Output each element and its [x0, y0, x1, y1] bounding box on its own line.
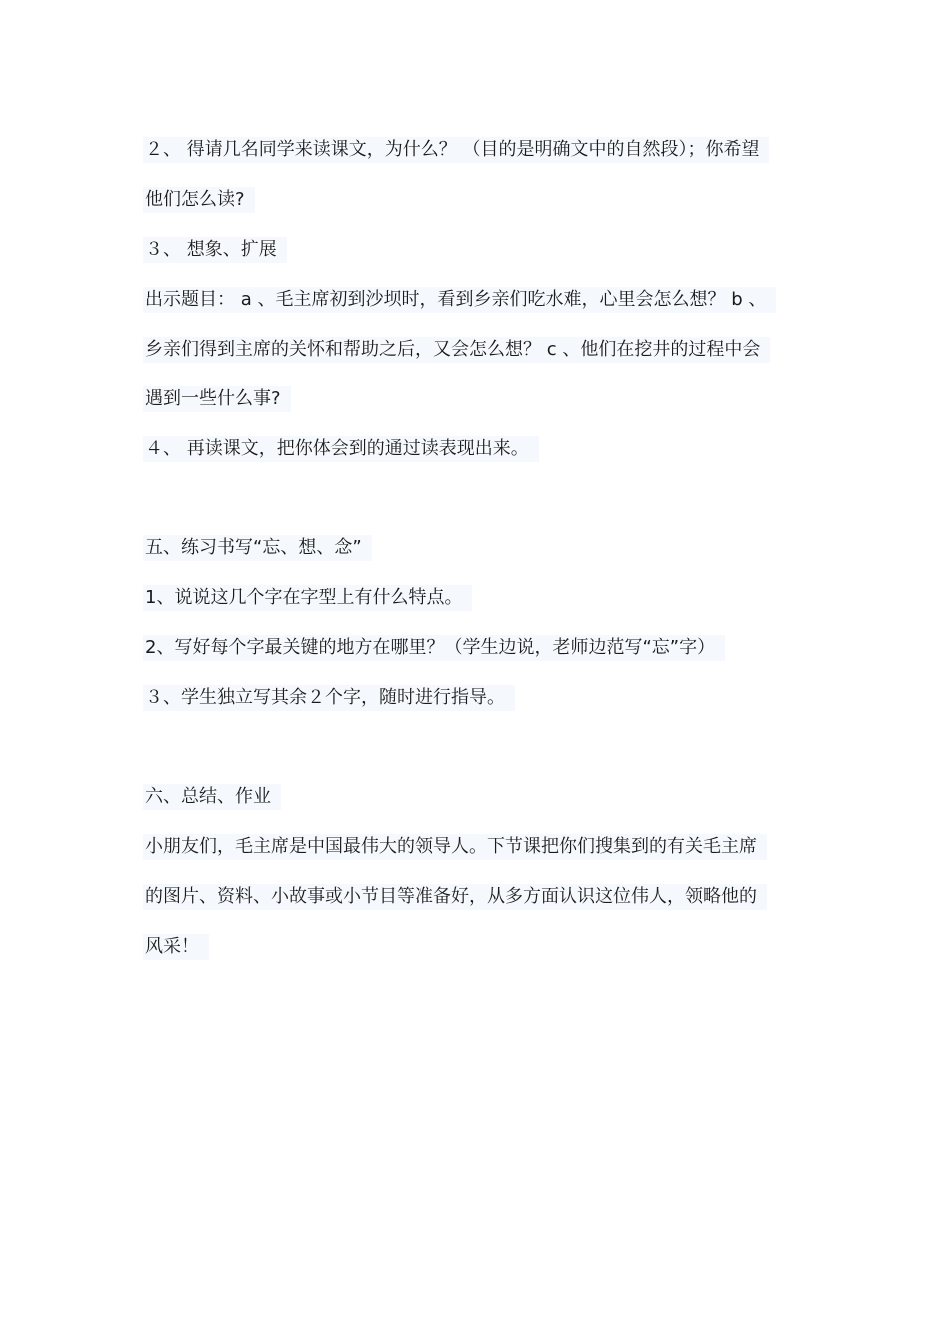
- section-6-text-line-2: [143, 884, 767, 910]
- item-3-text-line-1-text: 出示题目： a 、毛主席初到沙坝时，看到乡亲们吃水难，心里会怎么想？ b 、: [143, 287, 776, 313]
- section-6-text-line-1: [143, 834, 767, 860]
- item-2-line-2: [143, 187, 255, 213]
- section-6-text-line-3-text: 风采！: [143, 934, 209, 960]
- item-2-line-1-text: ２、 得请几名同学来读课文，为什么？ （目的是明确文中的自然段）；你希望: [143, 137, 769, 163]
- item-2-line-1: [143, 137, 769, 163]
- item-3-text-line-1: [143, 287, 776, 313]
- section-6-text-line-1-text: 小朋友们，毛主席是中国最伟大的领导人。下节课把你们搜集到的有关毛主席: [143, 834, 767, 860]
- section-5-heading-text: 五、练习书写“忘、想、念”: [143, 535, 372, 561]
- section-6-text-line-2-text: 的图片、资料、小故事或小节目等准备好，从多方面认识这位伟人，领略他的: [143, 884, 767, 910]
- section-5-item-2: [143, 635, 725, 661]
- section-5-item-1-text: 1、说说这几个字在字型上有什么特点。: [143, 585, 472, 611]
- section-5-heading: [143, 535, 372, 561]
- item-3-heading: [143, 237, 287, 263]
- item-3-text-line-3: [143, 386, 291, 412]
- section-6-text-line-3: [143, 934, 209, 960]
- item-4: [143, 436, 539, 462]
- section-5-item-1: [143, 585, 472, 611]
- section-5-item-3-text: ３、学生独立写其余２个字，随时进行指导。: [143, 685, 515, 711]
- section-5-item-2-text: 2、写好每个字最关键的地方在哪里？（学生边说，老师边范写“忘”字）: [143, 635, 725, 661]
- item-2-line-2-text: 他们怎么读?: [143, 187, 255, 213]
- item-4-text: ４、 再读课文，把你体会到的通过读表现出来。: [143, 436, 539, 462]
- section-6-heading-text: 六、总结、作业: [143, 784, 281, 810]
- item-3-text-line-2: [143, 337, 770, 363]
- section-5-item-3: [143, 685, 515, 711]
- item-3-text-line-2-text: 乡亲们得到主席的关怀和帮助之后，又会怎么想？ c 、他们在挖井的过程中会: [143, 337, 770, 363]
- item-3-text-line-3-text: 遇到一些什么事?: [143, 386, 291, 412]
- item-3-heading-text: ３、 想象、扩展: [143, 237, 287, 263]
- section-6-heading: [143, 784, 281, 810]
